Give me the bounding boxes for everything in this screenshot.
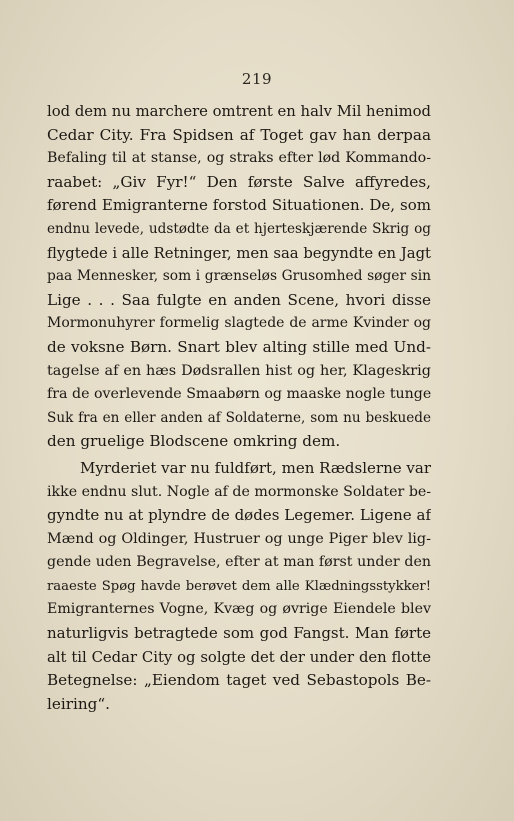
text-line: fra de overlevende Smaabørn og maaske nogle tunge bbox=[47, 386, 431, 403]
body-text bbox=[47, 100, 431, 716]
text-line: Myrderiet var nu fuldført, men Rædslerne var bbox=[80, 458, 431, 477]
text-line: førend Emigranterne forstod Situationen. De, som bbox=[47, 196, 431, 215]
text-line: leiring“. bbox=[47, 694, 110, 713]
text-line: ikke endnu slut. Nogle af de mormonske Soldater be- bbox=[47, 483, 431, 500]
text-line: gende uden Begravelse, efter at man først under den bbox=[47, 554, 431, 571]
text-line: Suk fra en eller anden af Soldaterne, som nu beskuede bbox=[47, 409, 431, 426]
text-line: Cedar City. Fra Spidsen af Toget gav han derpaa bbox=[47, 125, 431, 144]
text-line: gyndte nu at plyndre de dødes Legemer. Ligene af bbox=[47, 506, 431, 525]
text-line: Mormonuhyrer formelig slagtede de arme Kvinder og bbox=[47, 315, 431, 332]
text-line: Mænd og Oldinger, Hustruer og unge Piger blev lig- bbox=[47, 530, 431, 547]
text-line: Befaling til at stanse, og straks efter lød Kommando- bbox=[47, 150, 431, 167]
text-line: lod dem nu marchere omtrent en halv Mil henimod bbox=[47, 103, 431, 120]
text-line: Lige . . . Saa fulgte en anden Scene, hvori disse bbox=[47, 290, 431, 309]
text-line: raabet: „Giv Fyr!“ Den første Salve affyredes, bbox=[47, 172, 431, 191]
text-line: de voksne Børn. Snart blev alting stille med Und- bbox=[47, 337, 431, 356]
page-number: 219 bbox=[241, 70, 273, 88]
text-line: endnu levede, udstødte da et hjerteskjærende Skrig og bbox=[47, 220, 431, 237]
text-line: naturligvis betragtede som god Fangst. Man førte bbox=[47, 624, 431, 643]
text-line: Betegnelse: „Eiendom taget ved Sebastopols Be- bbox=[47, 671, 431, 690]
text-line: flygtede i alle Retninger, men saa begyndte en Jagt bbox=[47, 244, 431, 262]
text-line: paa Mennesker, som i grænseløs Grusomhed søger sin bbox=[47, 268, 431, 285]
text-line: Emigranternes Vogne, Kvæg og øvrige Eiendele blev bbox=[47, 601, 431, 618]
text-line: alt til Cedar City og solgte det der under den flotte bbox=[47, 648, 431, 666]
text-line: tagelse af en hæs Dødsrallen hist og her, Klageskrig bbox=[47, 362, 431, 379]
text-line: raaeste Spøg havde berøvet dem alle Klædningsstykker! bbox=[47, 578, 431, 594]
paragraph-2 bbox=[47, 457, 431, 717]
paragraph-1 bbox=[47, 100, 431, 454]
text-line: den gruelige Blodscene omkring dem. bbox=[47, 432, 341, 451]
